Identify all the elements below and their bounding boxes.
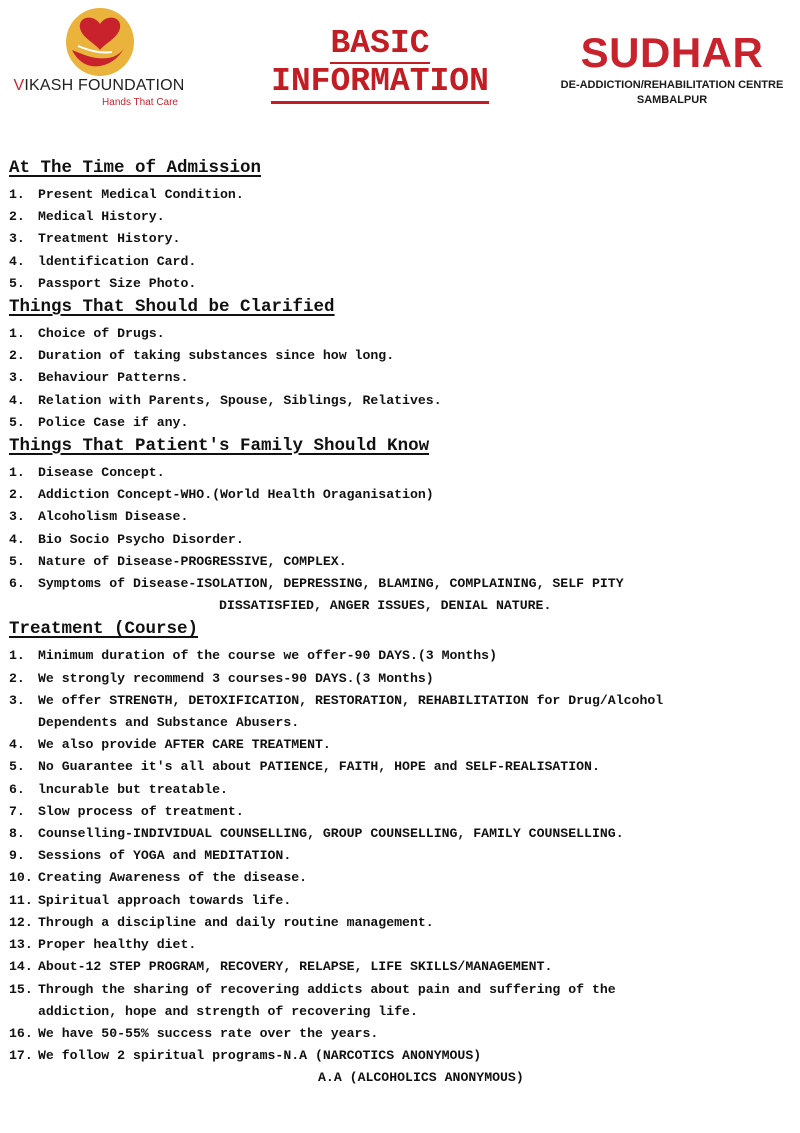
list-item bbox=[9, 228, 794, 250]
item-text: Choice of Drugs. bbox=[38, 326, 165, 342]
list-item bbox=[9, 573, 794, 617]
item-number: 17. bbox=[9, 1048, 33, 1064]
list-item bbox=[9, 273, 794, 295]
org-name-rest: IKASH FOUNDATION bbox=[24, 77, 185, 94]
item-text-continuation: addiction, hope and strength of recovering life. bbox=[38, 1003, 418, 1019]
brand-location: SAMBALPUR bbox=[636, 94, 708, 106]
list-item bbox=[9, 551, 794, 573]
item-number: 2. bbox=[9, 209, 25, 225]
item-text bbox=[38, 1045, 794, 1089]
item-number: 15. bbox=[9, 981, 33, 997]
item-number: 3. bbox=[9, 692, 25, 708]
item-text bbox=[38, 573, 794, 617]
item-text: Disease Concept. bbox=[38, 465, 165, 481]
item-text: We strongly recommend 3 courses-90 DAYS.(3 Months) bbox=[38, 670, 434, 686]
item-number: 4. bbox=[9, 737, 25, 753]
title-line-1: BASIC bbox=[330, 25, 430, 62]
item-text: Counselling-INDIVIDUAL COUNSELLING, GROUP COUNSELLING, FAMILY COUNSELLING. bbox=[38, 826, 624, 842]
list-item bbox=[9, 756, 794, 778]
section-admission bbox=[9, 156, 794, 295]
item-text bbox=[38, 979, 794, 1023]
item-number: 8. bbox=[9, 826, 25, 842]
item-text: Present Medical Condition. bbox=[38, 187, 244, 202]
item-text: Treatment History. bbox=[38, 231, 181, 247]
list-item bbox=[9, 934, 794, 956]
list-item bbox=[9, 412, 794, 434]
item-text: Slow process of treatment. bbox=[38, 803, 244, 819]
item-number: 3. bbox=[9, 509, 25, 525]
list-item bbox=[9, 801, 794, 823]
list-item bbox=[9, 912, 794, 934]
section-title: Things That Patient's Family Should Know bbox=[9, 436, 430, 457]
item-text: Police Case if any. bbox=[38, 414, 189, 430]
item-number: 4. bbox=[9, 253, 25, 269]
list-item bbox=[9, 206, 794, 228]
item-text: Relation with Parents, Spouse, Siblings, Relatives. bbox=[38, 392, 442, 408]
list-item bbox=[9, 956, 794, 978]
list-item bbox=[9, 867, 794, 889]
item-text: We have 50-55% success rate over the years. bbox=[38, 1025, 379, 1041]
list-item bbox=[9, 823, 794, 845]
page-title bbox=[252, 26, 508, 104]
item-text-continuation: DISSATISFIED, ANGER ISSUES, DENIAL NATURE. bbox=[219, 598, 552, 614]
item-text: Minimum duration of the course we offer-90 DAYS.(3 Months) bbox=[38, 648, 497, 664]
item-text: Duration of taking substances since how long. bbox=[38, 348, 395, 364]
list-item bbox=[9, 845, 794, 867]
item-text: Sessions of YOGA and MEDITATION. bbox=[38, 848, 292, 864]
list-item bbox=[9, 251, 794, 273]
section-clarified bbox=[9, 295, 794, 434]
item-number: 4. bbox=[9, 531, 25, 547]
section-title: Treatment (Course) bbox=[9, 619, 199, 640]
item-text: We also provide AFTER CARE TREATMENT. bbox=[38, 737, 331, 753]
item-number: 5. bbox=[9, 275, 25, 291]
list-item bbox=[9, 529, 794, 551]
item-number: 9. bbox=[9, 848, 25, 864]
item-text: ldentification Card. bbox=[38, 253, 197, 269]
brand-name: SUDHAR bbox=[580, 29, 764, 76]
list-item bbox=[9, 184, 794, 206]
item-text: Alcoholism Disease. bbox=[38, 509, 189, 525]
sudhar-logo bbox=[556, 29, 788, 108]
list-item bbox=[9, 734, 794, 756]
item-number: 1. bbox=[9, 465, 25, 481]
item-number: 6. bbox=[9, 576, 25, 592]
item-list bbox=[9, 462, 794, 617]
item-number: 1. bbox=[9, 648, 25, 664]
item-number: 2. bbox=[9, 670, 25, 686]
list-item bbox=[9, 345, 794, 367]
heart-hands-icon bbox=[8, 4, 190, 84]
item-text: Passport Size Photo. bbox=[38, 275, 197, 291]
item-number: 6. bbox=[9, 781, 25, 797]
item-text-line: Through the sharing of recovering addicts about pain and suffering of the bbox=[38, 981, 616, 997]
item-text: Proper healthy diet. bbox=[38, 937, 197, 953]
item-list bbox=[9, 645, 794, 1089]
item-number: 16. bbox=[9, 1025, 33, 1041]
list-item bbox=[9, 1023, 794, 1045]
item-number: 13. bbox=[9, 937, 33, 953]
list-item bbox=[9, 979, 794, 1023]
item-number: 5. bbox=[9, 759, 25, 775]
section-family-should-know bbox=[9, 434, 794, 617]
item-text: No Guarantee it's all about PATIENCE, FAITH, HOPE and SELF-REALISATION. bbox=[38, 759, 600, 775]
list-item bbox=[9, 890, 794, 912]
vikash-foundation-logo bbox=[8, 4, 190, 114]
item-text-line: We offer STRENGTH, DETOXIFICATION, RESTORATION, REHABILITATION for Drug/Alcohol bbox=[38, 692, 664, 708]
item-number: 14. bbox=[9, 959, 33, 975]
org-name bbox=[8, 77, 190, 95]
item-text-continuation: A.A (ALCOHOLICS ANONYMOUS) bbox=[318, 1070, 524, 1086]
org-name-first-letter: V bbox=[13, 77, 25, 94]
item-text: Medical History. bbox=[38, 209, 165, 225]
list-item bbox=[9, 1045, 794, 1089]
org-tagline: Hands That Care bbox=[102, 97, 178, 108]
item-list bbox=[9, 323, 794, 434]
list-item bbox=[9, 645, 794, 667]
item-number: 5. bbox=[9, 553, 25, 569]
item-number: 3. bbox=[9, 231, 25, 247]
item-text: Bio Socio Psycho Disorder. bbox=[38, 531, 244, 547]
item-text-continuation: Dependents and Substance Abusers. bbox=[38, 715, 300, 731]
content bbox=[9, 156, 794, 1090]
item-number: 2. bbox=[9, 348, 25, 364]
item-text: Addiction Concept-WHO.(World Health Oraganisation) bbox=[38, 487, 434, 503]
list-item bbox=[9, 484, 794, 506]
list-item bbox=[9, 506, 794, 528]
list-item bbox=[9, 462, 794, 484]
item-text-line: We follow 2 spiritual programs-N.A (NARCOTICS ANONYMOUS) bbox=[38, 1048, 482, 1064]
item-number: 5. bbox=[9, 414, 25, 430]
item-number: 4. bbox=[9, 392, 25, 408]
section-treatment-course bbox=[9, 617, 794, 1089]
item-text: Behaviour Patterns. bbox=[38, 370, 189, 386]
list-item bbox=[9, 367, 794, 389]
item-number: 12. bbox=[9, 914, 33, 930]
item-text: Spiritual approach towards life. bbox=[38, 892, 292, 908]
section-title: At The Time of Admission bbox=[9, 158, 262, 178]
item-text: About-12 STEP PROGRAM, RECOVERY, RELAPSE, LIFE SKILLS/MANAGEMENT. bbox=[38, 959, 553, 975]
item-text: Through a discipline and daily routine management. bbox=[38, 914, 434, 930]
item-number: 11. bbox=[9, 892, 33, 908]
item-text-line: Symptoms of Disease-ISOLATION, DEPRESSING, BLAMING, COMPLAINING, SELF PITY bbox=[38, 576, 624, 592]
item-number: 1. bbox=[9, 187, 25, 202]
item-text bbox=[38, 690, 794, 734]
section-title: Things That Should be Clarified bbox=[9, 297, 335, 318]
brand-subtitle: DE-ADDICTION/REHABILITATION CENTRE bbox=[560, 79, 784, 91]
item-number: 1. bbox=[9, 326, 25, 342]
item-number: 10. bbox=[9, 870, 33, 886]
item-number: 7. bbox=[9, 803, 25, 819]
list-item bbox=[9, 779, 794, 801]
item-number: 3. bbox=[9, 370, 25, 386]
item-text: lncurable but treatable. bbox=[38, 781, 228, 797]
item-text: Nature of Disease-PROGRESSIVE, COMPLEX. bbox=[38, 553, 347, 569]
list-item bbox=[9, 668, 794, 690]
list-item bbox=[9, 690, 794, 734]
item-list bbox=[9, 184, 794, 295]
item-number: 2. bbox=[9, 487, 25, 503]
list-item bbox=[9, 323, 794, 345]
item-text: Creating Awareness of the disease. bbox=[38, 870, 308, 886]
title-line-2: INFORMATION bbox=[271, 64, 489, 104]
list-item bbox=[9, 390, 794, 412]
